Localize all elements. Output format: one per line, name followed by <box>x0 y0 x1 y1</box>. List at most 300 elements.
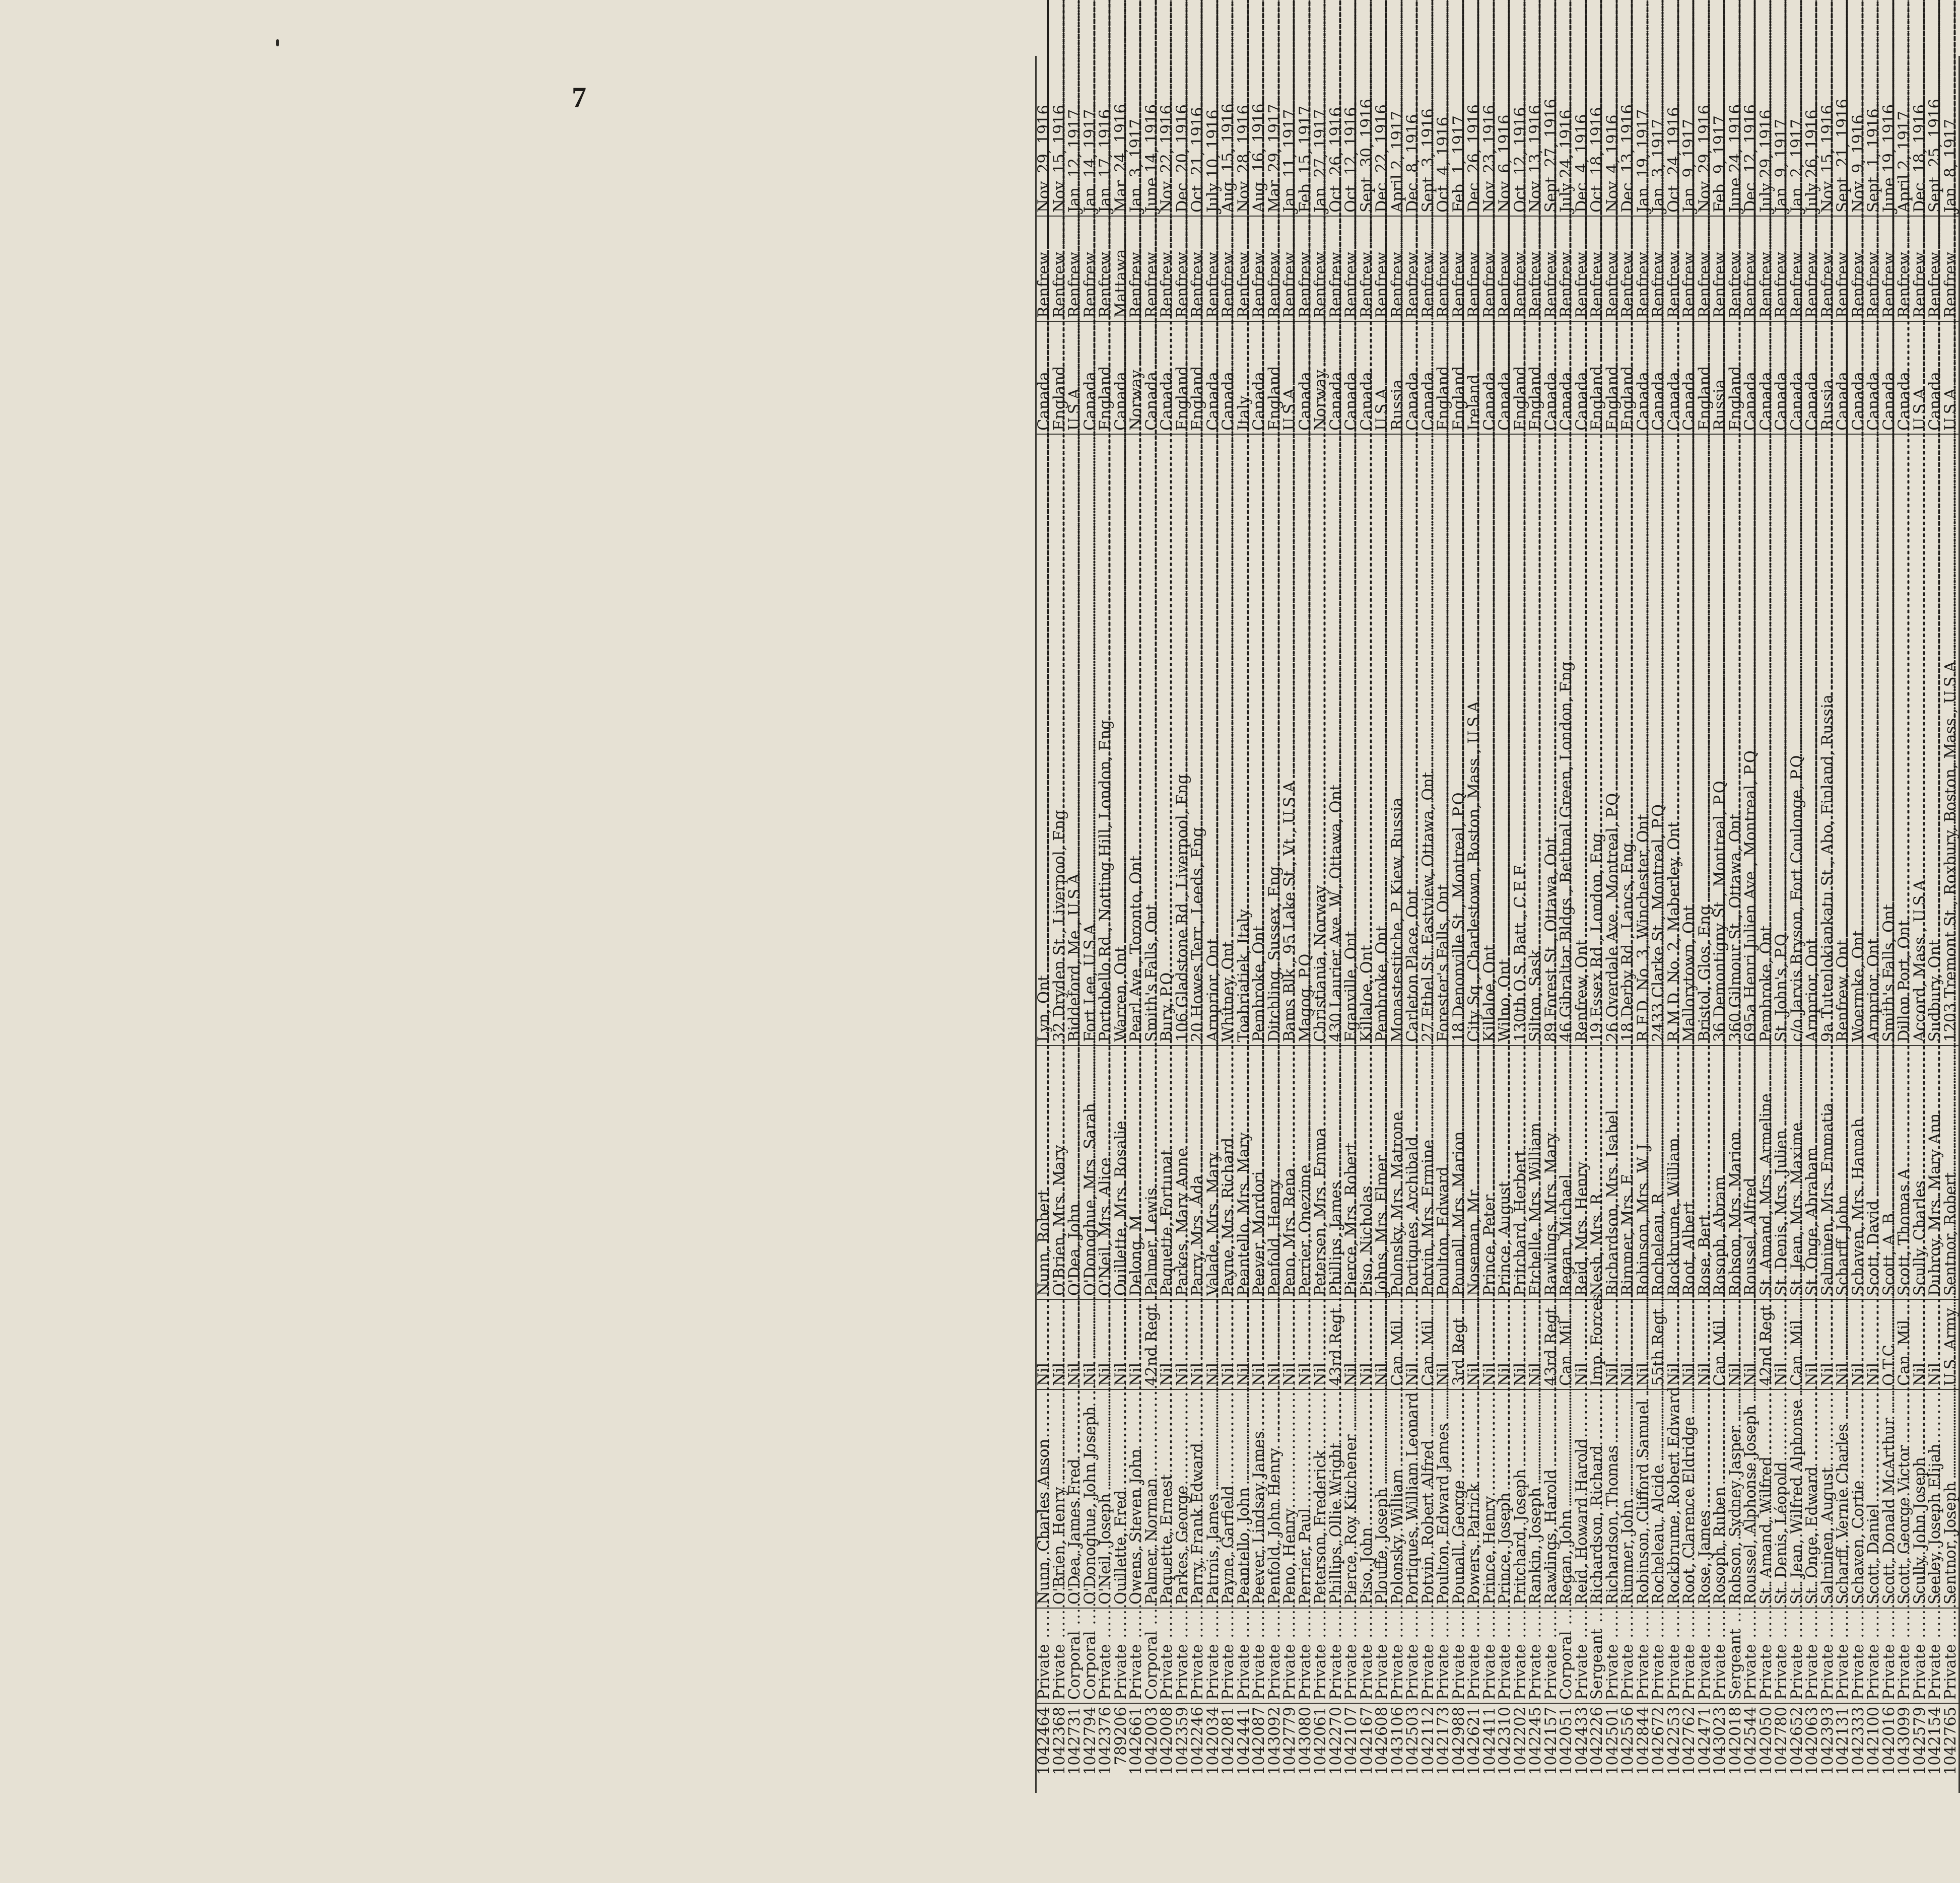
place-of-enlistment-cell: Renfrew ..... <box>1790 216 1805 321</box>
enlistment-date-cell: Feb. 15, 1917. <box>1296 101 1314 213</box>
country-of-birth-cell: England ..... <box>1513 321 1529 434</box>
former-unit-cell: Nil ..... <box>1405 1299 1421 1389</box>
soldier-name-cell: Peever, Lindsay James ..... <box>1252 1389 1267 1608</box>
enlistment-date-cell: Nov. 13, 1916. <box>1527 100 1544 213</box>
place-of-enlistment-cell: Renfrew ..... <box>1329 216 1344 321</box>
table-row <box>1651 56 1667 1793</box>
next-of-kin-cell: Scott, David ..... <box>1866 1045 1882 1299</box>
country-of-birth-cell: Canada ..... <box>1667 321 1682 434</box>
enlistment-date-cell: Jan. 19, 1917. <box>1634 104 1652 213</box>
country-of-birth-cell: Canada ..... <box>1252 321 1267 434</box>
address-cell: Renfrew, Ont ..... <box>1575 434 1590 1045</box>
soldier-name-cell: Rimmer, John ..... <box>1620 1389 1636 1608</box>
former-unit-cell: Nil ..... <box>1851 1299 1867 1389</box>
regimental-number-cell: 1042544 <box>1743 1703 1759 1793</box>
enlistment-date-cell: Dec. 12, 1916. <box>1742 99 1760 213</box>
table-row <box>1759 56 1775 1793</box>
table-row <box>1682 56 1698 1793</box>
former-unit-cell: Can. Mil ..... <box>1713 1299 1728 1389</box>
place-of-enlistment-cell: Renfrew ..... <box>1036 216 1052 321</box>
regimental-number-cell: 1042661 <box>1129 1703 1144 1793</box>
regimental-number-cell: 1042003 <box>1144 1703 1160 1793</box>
rank-cell: Private ..... <box>1190 1608 1206 1703</box>
next-of-kin-cell: Robinson, Mrs. W. J ..... <box>1636 1045 1652 1299</box>
former-unit-cell: Nil ..... <box>1743 1299 1759 1389</box>
regimental-number-cell: 1042202 <box>1513 1703 1529 1793</box>
address-cell: Pembroke, Ont ..... <box>1759 434 1775 1045</box>
regimental-number-cell: 1042672 <box>1651 1703 1667 1793</box>
address-cell: Pembroke, Ont ..... <box>1252 434 1267 1045</box>
regimental-number-cell: 1042988 <box>1452 1703 1467 1793</box>
next-of-kin-cell: Sentnor, Robert ..... <box>1943 1045 1959 1299</box>
next-of-kin-cell: Robson, Mrs. Marion ..... <box>1728 1045 1744 1299</box>
former-unit-cell: U.S. Army ..... <box>1943 1299 1959 1389</box>
rank-cell: Private ..... <box>1360 1608 1375 1703</box>
soldier-name-cell: Pritchard, Joseph ..... <box>1513 1389 1529 1608</box>
enlistment-date-cell: Nov. 29, 1916. <box>1036 56 1052 216</box>
regimental-number-cell: 1042762 <box>1682 1703 1698 1793</box>
rank-cell: Private ..... <box>1206 1608 1222 1703</box>
table-row <box>1083 56 1099 1793</box>
table-row <box>1067 56 1083 1793</box>
place-of-enlistment-cell: Renfrew ..... <box>1575 216 1590 321</box>
address-cell: 430 Laurier Ave. W., Ottawa, Ont ..... <box>1329 434 1344 1045</box>
table-row <box>1144 56 1160 1793</box>
place-of-enlistment-cell: Renfrew ..... <box>1190 216 1206 321</box>
address-cell: 46 Gibraltar Bldgs., Bethnal Green, London, Eng ..... <box>1559 434 1575 1045</box>
address-cell: 1203 Tremont St., Roxbury, Boston, Mass., U.S.A ..... <box>1943 434 1959 1045</box>
enlistment-date-cell: Jan. 3, 1917. <box>1127 114 1145 213</box>
address-cell: City Sq., Charlestown, Boston, Mass., U.S.A ..... <box>1467 434 1482 1045</box>
soldier-name-cell: Parry, Frank Edward ..... <box>1190 1389 1206 1608</box>
former-unit-cell: 42nd Regt ..... <box>1144 1299 1160 1389</box>
rank-cell: Private ..... <box>1375 1608 1390 1703</box>
place-of-enlistment-cell: Renfrew ..... <box>1851 216 1867 321</box>
country-of-birth-cell: England ..... <box>1098 321 1114 434</box>
soldier-name-cell: Richardson, Thomas ..... <box>1605 1389 1621 1608</box>
soldier-name-cell: Scott, George Victor ..... <box>1897 1389 1913 1608</box>
enlistment-date-cell: Sept. 3, 1916. <box>1419 103 1437 213</box>
table-row <box>1282 56 1298 1793</box>
next-of-kin-cell: Etchelle, Mrs. William ..... <box>1528 1045 1544 1299</box>
next-of-kin-cell: Scott, A. B ..... <box>1882 1045 1898 1299</box>
regimental-number-cell: 1042034 <box>1206 1703 1222 1793</box>
former-unit-cell: Nil ..... <box>1052 1299 1068 1389</box>
address-cell: Bury, P.Q ..... <box>1160 434 1175 1045</box>
address-cell: 36 Demontigny St., Montreal, P.Q ..... <box>1713 434 1728 1045</box>
place-of-enlistment-cell: Renfrew ..... <box>1836 216 1851 321</box>
next-of-kin-cell: Rimmer, Mrs. E ..... <box>1620 1045 1636 1299</box>
regimental-number-cell: 1042780 <box>1774 1703 1790 1793</box>
country-of-birth-cell: U.S.A ..... <box>1943 321 1959 434</box>
former-unit-cell: Nil ..... <box>1083 1299 1099 1389</box>
regimental-number-cell: 1042173 <box>1436 1703 1452 1793</box>
regimental-number-cell: 1042008 <box>1160 1703 1175 1793</box>
former-unit-cell: Can. Mil ..... <box>1790 1299 1805 1389</box>
soldier-name-cell: Rankin, Joseph ..... <box>1528 1389 1544 1608</box>
soldier-name-cell: St. Onge, Edward ..... <box>1805 1389 1820 1608</box>
address-cell: Eganville, Ont ..... <box>1344 434 1360 1045</box>
table-row <box>1129 56 1144 1793</box>
rank-cell: Private ..... <box>1421 1608 1437 1703</box>
regimental-number-cell: 1042112 <box>1421 1703 1437 1793</box>
former-unit-cell: 55th Regt ..... <box>1651 1299 1667 1389</box>
rank-cell: Private ..... <box>1836 1608 1851 1703</box>
address-cell: Wilno, Ont ..... <box>1498 434 1513 1045</box>
table-row <box>1575 56 1590 1793</box>
regimental-number-cell: 1042107 <box>1344 1703 1360 1793</box>
table-row <box>1390 56 1406 1793</box>
address-cell: Mallorytown, Ont ..... <box>1682 434 1698 1045</box>
enlistment-date-cell: Jan. 14, 1917. <box>1081 104 1099 213</box>
address-cell: Bristol, Glos, Eng ..... <box>1698 434 1713 1045</box>
country-of-birth-cell: Canada ..... <box>1144 321 1160 434</box>
nominal-roll-rows <box>1036 56 1959 1793</box>
soldier-name-cell: O'Neil, Joseph ..... <box>1098 1389 1114 1608</box>
rank-cell: Sergeant ..... <box>1728 1608 1744 1703</box>
soldier-name-cell: Scharff, Vernie Charles ..... <box>1836 1389 1851 1608</box>
next-of-kin-cell: Palmer, Lewis ..... <box>1144 1045 1160 1299</box>
former-unit-cell: Nil ..... <box>1160 1299 1175 1389</box>
former-unit-cell: Nil ..... <box>1820 1299 1836 1389</box>
place-of-enlistment-cell: Renfrew ..... <box>1390 216 1406 321</box>
former-unit-cell: Nil ..... <box>1237 1299 1252 1389</box>
next-of-kin-cell: Noseman, Mr ..... <box>1467 1045 1482 1299</box>
soldier-name-cell: Phillips, Ollie Wright ..... <box>1329 1389 1344 1608</box>
address-cell: Whitney, Ont ..... <box>1221 434 1237 1045</box>
table-row <box>1114 56 1129 1793</box>
soldier-name-cell: Schaven, Cortie ..... <box>1851 1389 1867 1608</box>
rank-cell: Private ..... <box>1651 1608 1667 1703</box>
table-row <box>1098 56 1114 1793</box>
regimental-number-cell: 1042503 <box>1405 1703 1421 1793</box>
soldier-name-cell: Roussel, Alphonse Joseph ..... <box>1743 1389 1759 1608</box>
rank-cell: Private ..... <box>1866 1608 1882 1703</box>
soldier-name-cell: Paquette, Ernest ..... <box>1160 1389 1175 1608</box>
regimental-number-cell: 789206 <box>1114 1703 1129 1793</box>
table-row <box>1913 56 1928 1793</box>
address-cell: 2433 Clarke St., Montreal, P.Q ..... <box>1651 434 1667 1045</box>
rank-cell: Private ..... <box>1098 1608 1114 1703</box>
place-of-enlistment-cell: Renfrew ..... <box>1866 216 1882 321</box>
enlistment-date-cell: Feb. 1, 1917. <box>1450 110 1468 213</box>
country-of-birth-cell: England ..... <box>1620 321 1636 434</box>
table-row <box>1836 56 1851 1793</box>
regimental-number-cell: 1042063 <box>1805 1703 1820 1793</box>
address-cell: Arnprior, Ont ..... <box>1866 434 1882 1045</box>
place-of-enlistment-cell: Renfrew ..... <box>1298 216 1314 321</box>
table-row <box>1267 56 1283 1793</box>
former-unit-cell: Can. Mil ..... <box>1390 1299 1406 1389</box>
next-of-kin-cell: Portiques, Archibald ..... <box>1405 1045 1421 1299</box>
next-of-kin-cell: Parkes, Mary Anne ..... <box>1175 1045 1191 1299</box>
next-of-kin-cell: St. Amand, Mrs. Armeline ..... <box>1759 1045 1775 1299</box>
soldier-name-cell: Parkes, George ..... <box>1175 1389 1191 1608</box>
table-row <box>1206 56 1222 1793</box>
country-of-birth-cell: Canada ..... <box>1421 321 1437 434</box>
address-cell: Sudbury, Ont ..... <box>1928 434 1943 1045</box>
address-cell: Lyn, Ont ..... <box>1036 434 1052 1045</box>
former-unit-cell: Nil ..... <box>1498 1299 1513 1389</box>
place-of-enlistment-cell: Renfrew ..... <box>1498 216 1513 321</box>
page-number: 7 <box>572 81 586 114</box>
country-of-birth-cell: Canada ..... <box>1866 321 1882 434</box>
former-unit-cell: Nil ..... <box>1175 1299 1191 1389</box>
former-unit-cell: Nil ..... <box>1913 1299 1928 1389</box>
soldier-name-cell: Prince, Joseph ..... <box>1498 1389 1513 1608</box>
regimental-number-cell: 1042464 <box>1036 1703 1052 1793</box>
soldier-name-cell: Seeley, Joseph Elijah ..... <box>1928 1389 1943 1608</box>
table-row <box>1866 56 1882 1793</box>
enlistment-date-cell: Oct. 26, 1916. <box>1327 102 1345 213</box>
former-unit-cell: Nil ..... <box>1114 1299 1129 1389</box>
place-of-enlistment-cell: Renfrew ..... <box>1928 216 1943 321</box>
table-row <box>1252 56 1267 1793</box>
regimental-number-cell: 1042411 <box>1482 1703 1498 1793</box>
table-row <box>1528 56 1544 1793</box>
former-unit-cell: Nil ..... <box>1605 1299 1621 1389</box>
country-of-birth-cell: Canada ..... <box>1206 321 1222 434</box>
rank-cell: Private ..... <box>1436 1608 1452 1703</box>
next-of-kin-cell: Delong, M ..... <box>1129 1045 1144 1299</box>
rank-cell: Private ..... <box>1237 1608 1252 1703</box>
next-of-kin-cell: Richardson, Mrs. Isabel ..... <box>1605 1045 1621 1299</box>
rank-cell: Private ..... <box>1452 1608 1467 1703</box>
enlistment-date-cell: Dec. 20, 1916. <box>1173 99 1191 213</box>
address-cell: 18 Denonville St., Montreal, P.Q ..... <box>1452 434 1467 1045</box>
next-of-kin-cell: Scully, Charles ..... <box>1913 1045 1928 1299</box>
soldier-name-cell: Powers, Patrick ..... <box>1467 1389 1482 1608</box>
country-of-birth-cell: U.S.A ..... <box>1067 321 1083 434</box>
rank-cell: Private ..... <box>1036 1608 1052 1703</box>
enlistment-date-cell: Dec. 22, 1916. <box>1373 99 1391 213</box>
regimental-number-cell: 1042131 <box>1836 1703 1851 1793</box>
next-of-kin-cell: Salminen, Mrs. Emmatia ..... <box>1820 1045 1836 1299</box>
soldier-name-cell: Sentnor, Joseph ..... <box>1943 1389 1959 1608</box>
former-unit-cell: Nil ..... <box>1636 1299 1652 1389</box>
table-row <box>1498 56 1513 1793</box>
enlistment-date-cell: Oct. 24, 1916. <box>1665 102 1683 213</box>
rank-cell: Private ..... <box>1467 1608 1482 1703</box>
table-row <box>1774 56 1790 1793</box>
soldier-name-cell: O'Donoghue, John Joseph ..... <box>1083 1389 1099 1608</box>
country-of-birth-cell: Canada ..... <box>1482 321 1498 434</box>
table-row <box>1513 56 1529 1793</box>
address-cell: Woermke, Ont ..... <box>1851 434 1867 1045</box>
enlistment-date-cell: Aug. 15, 1916. <box>1220 98 1237 213</box>
country-of-birth-cell: Italy ..... <box>1237 321 1252 434</box>
rank-cell: Private ..... <box>1221 1608 1237 1703</box>
country-of-birth-cell: England ..... <box>1698 321 1713 434</box>
country-of-birth-cell: Russia ..... <box>1713 321 1728 434</box>
next-of-kin-cell: Payne, Mrs. Richard ..... <box>1221 1045 1237 1299</box>
next-of-kin-cell: Roussel, Alfred ..... <box>1743 1045 1759 1299</box>
country-of-birth-cell: U.S.A ..... <box>1913 321 1928 434</box>
enlistment-date-cell: Jan. 12, 1917. <box>1066 104 1084 213</box>
place-of-enlistment-cell: Renfrew ..... <box>1083 216 1099 321</box>
next-of-kin-cell: Potvin, Mrs. Ermine ..... <box>1421 1045 1437 1299</box>
country-of-birth-cell: Canada ..... <box>1083 321 1099 434</box>
table-row <box>1467 56 1482 1793</box>
country-of-birth-cell: England ..... <box>1452 321 1467 434</box>
regimental-number-cell: 1042501 <box>1605 1703 1621 1793</box>
enlistment-date-cell: July 26, 1916. <box>1803 104 1821 213</box>
table-row <box>1160 56 1175 1793</box>
enlistment-date-cell: Oct. 21, 1916. <box>1189 102 1206 213</box>
former-unit-cell: Nil ..... <box>1036 1299 1052 1389</box>
country-of-birth-cell: Norway ..... <box>1313 321 1329 434</box>
next-of-kin-cell: Poulton, Edward ..... <box>1436 1045 1452 1299</box>
former-unit-cell: Nil ..... <box>1682 1299 1698 1389</box>
next-of-kin-cell: Rocheleau, R ..... <box>1651 1045 1667 1299</box>
enlistment-date-cell: Dec. 18, 1916. <box>1911 99 1929 213</box>
next-of-kin-cell: Nesh, Mrs. R ..... <box>1590 1045 1605 1299</box>
rank-cell: Private ..... <box>1114 1608 1129 1703</box>
soldier-name-cell: Poulton, Edward James ..... <box>1436 1389 1452 1608</box>
address-cell: Christiania, Norway ..... <box>1313 434 1329 1045</box>
address-cell: 26 Overdale Ave., Montreal, P.Q ..... <box>1605 434 1621 1045</box>
rank-cell: Private ..... <box>1160 1608 1175 1703</box>
enlistment-date-cell: Jan. 11, 1917. <box>1281 104 1299 213</box>
soldier-name-cell: Scott, Donald McArthur ..... <box>1882 1389 1898 1608</box>
next-of-kin-cell: O'Donoghue, Mrs. Sarah ..... <box>1083 1045 1099 1299</box>
enlistment-date-cell: Sept. 21, 1916. <box>1834 94 1852 213</box>
place-of-enlistment-cell: Renfrew ..... <box>1160 216 1175 321</box>
table-row <box>1790 56 1805 1793</box>
country-of-birth-cell: Russia ..... <box>1390 321 1406 434</box>
table-row <box>1190 56 1206 1793</box>
regimental-number-cell: 1042844 <box>1636 1703 1652 1793</box>
regimental-number-cell: 1042310 <box>1498 1703 1513 1793</box>
country-of-birth-cell: Canada ..... <box>1344 321 1360 434</box>
place-of-enlistment-cell: Renfrew ..... <box>1206 216 1222 321</box>
table-row <box>1851 56 1867 1793</box>
soldier-name-cell: Regan, John ..... <box>1559 1389 1575 1608</box>
enlistment-date-cell: Aug. 16, 1916. <box>1250 98 1268 213</box>
table-row <box>1298 56 1314 1793</box>
country-of-birth-cell: Canada ..... <box>1405 321 1421 434</box>
table-row <box>1943 56 1959 1793</box>
regimental-number-cell: 1042270 <box>1329 1703 1344 1793</box>
country-of-birth-cell: Canada ..... <box>1636 321 1652 434</box>
country-of-birth-cell: Canada ..... <box>1036 321 1052 434</box>
next-of-kin-cell: O'Neil, Mrs. Alice ..... <box>1098 1045 1114 1299</box>
place-of-enlistment-cell: Renfrew ..... <box>1221 216 1237 321</box>
place-of-enlistment-cell: Renfrew ..... <box>1774 216 1790 321</box>
place-of-enlistment-cell: Renfrew ..... <box>1528 216 1544 321</box>
place-of-enlistment-cell: Renfrew ..... <box>1405 216 1421 321</box>
address-cell: Ditchling, Sussex, Eng ..... <box>1267 434 1283 1045</box>
former-unit-cell: Nil ..... <box>1221 1299 1237 1389</box>
enlistment-date-cell: Jan. 2, 1917. <box>1788 114 1806 213</box>
table-row <box>1728 56 1744 1793</box>
rank-cell: Private ..... <box>1928 1608 1943 1703</box>
rank-cell: Private ..... <box>1636 1608 1652 1703</box>
place-of-enlistment-cell: Renfrew ..... <box>1267 216 1283 321</box>
former-unit-cell: Nil ..... <box>1190 1299 1206 1389</box>
regimental-number-cell: 1042779 <box>1282 1703 1298 1793</box>
next-of-kin-cell: Pritchard, Herbert ..... <box>1513 1045 1529 1299</box>
soldier-name-cell: Piso, John ..... <box>1360 1389 1375 1608</box>
rank-cell: Private ..... <box>1759 1608 1775 1703</box>
address-cell: 18 Derby Rd., Lancs, Eng ..... <box>1620 434 1636 1045</box>
enlistment-date-cell: June 14, 1916. <box>1142 99 1161 213</box>
table-row <box>1482 56 1498 1793</box>
enlistment-date-cell: Nov. 29, 1916. <box>1696 100 1714 213</box>
place-of-enlistment-cell: Renfrew ..... <box>1559 216 1575 321</box>
country-of-birth-cell: Canada ..... <box>1498 321 1513 434</box>
place-of-enlistment-cell: Renfrew ..... <box>1344 216 1360 321</box>
country-of-birth-cell: England ..... <box>1728 321 1744 434</box>
place-of-enlistment-cell: Renfrew ..... <box>1375 216 1390 321</box>
table-row <box>1743 56 1759 1793</box>
address-cell: Killaloe, Ont ..... <box>1482 434 1498 1045</box>
rank-cell: Corporal ..... <box>1144 1608 1160 1703</box>
regimental-number-cell: 1042018 <box>1728 1703 1744 1793</box>
country-of-birth-cell: England ..... <box>1605 321 1621 434</box>
address-cell: Bams Blk., 95 Lake St., Vt., U.S.A ..... <box>1282 434 1298 1045</box>
rank-cell: Private ..... <box>1129 1608 1144 1703</box>
place-of-enlistment-cell: Renfrew ..... <box>1313 216 1329 321</box>
next-of-kin-cell: Schaven, Mrs. Hannah ..... <box>1851 1045 1867 1299</box>
address-cell: Portobello Rd., Notting Hill, London, Eng ..... <box>1098 434 1114 1045</box>
table-row <box>1620 56 1636 1793</box>
next-of-kin-cell: St. Onge, Abraham ..... <box>1805 1045 1820 1299</box>
soldier-name-cell: Robinson, Clifford Samuel ..... <box>1636 1389 1652 1608</box>
next-of-kin-cell: Prince, August ..... <box>1498 1045 1513 1299</box>
regimental-number-cell: 1042608 <box>1375 1703 1390 1793</box>
soldier-name-cell: Ouillette, Fred ..... <box>1114 1389 1129 1608</box>
country-of-birth-cell: Canada ..... <box>1774 321 1790 434</box>
regimental-number-cell: 1042100 <box>1866 1703 1882 1793</box>
enlistment-date-cell: Feb. 9, 1917. <box>1711 110 1729 213</box>
former-unit-cell: Nil ..... <box>1067 1299 1083 1389</box>
regimental-number-cell: 1042245 <box>1528 1703 1544 1793</box>
country-of-birth-cell: Canada ..... <box>1221 321 1237 434</box>
table-row <box>1421 56 1437 1793</box>
regimental-number-cell: 1043023 <box>1713 1703 1728 1793</box>
table-row <box>1329 56 1344 1793</box>
country-of-birth-cell: Ireland ..... <box>1467 321 1482 434</box>
country-of-birth-cell: Canada ..... <box>1897 321 1913 434</box>
address-cell: 19 Essex Rd., London, Eng ..... <box>1590 434 1605 1045</box>
address-cell: Magog, P.Q ..... <box>1298 434 1314 1045</box>
rank-cell: Private ..... <box>1498 1608 1513 1703</box>
table-row <box>1590 56 1605 1793</box>
regimental-number-cell: 1042050 <box>1759 1703 1775 1793</box>
enlistment-date-cell: Nov. 15, 1916. <box>1050 100 1068 213</box>
place-of-enlistment-cell: Renfrew ..... <box>1636 216 1652 321</box>
regimental-number-cell: 1042368 <box>1052 1703 1068 1793</box>
address-cell: Smith's Falls, Ont ..... <box>1144 434 1160 1045</box>
address-cell: 32 Dryden St., Liverpool, Eng ..... <box>1052 434 1068 1045</box>
address-cell: Silton, Sask ..... <box>1528 434 1544 1045</box>
soldier-name-cell: Polonsky, William ..... <box>1390 1389 1406 1608</box>
former-unit-cell: Nil ..... <box>1513 1299 1529 1389</box>
rank-cell: Private ..... <box>1329 1608 1344 1703</box>
rank-cell: Private ..... <box>1605 1608 1621 1703</box>
country-of-birth-cell: England ..... <box>1190 321 1206 434</box>
enlistment-date-cell: July 10, 1916. <box>1204 104 1222 213</box>
soldier-name-cell: Palmer, Norman ..... <box>1144 1389 1160 1608</box>
place-of-enlistment-cell: Renfrew ..... <box>1452 216 1467 321</box>
soldier-name-cell: Richardson, Richard ..... <box>1590 1389 1605 1608</box>
soldier-name-cell: Owens, Steven John ..... <box>1129 1389 1144 1608</box>
next-of-kin-cell: Dubroy, Mrs. Mary Ann ..... <box>1928 1045 1943 1299</box>
rank-cell: Private ..... <box>1313 1608 1329 1703</box>
country-of-birth-cell: Canada ..... <box>1882 321 1898 434</box>
former-unit-cell: Nil ..... <box>1866 1299 1882 1389</box>
